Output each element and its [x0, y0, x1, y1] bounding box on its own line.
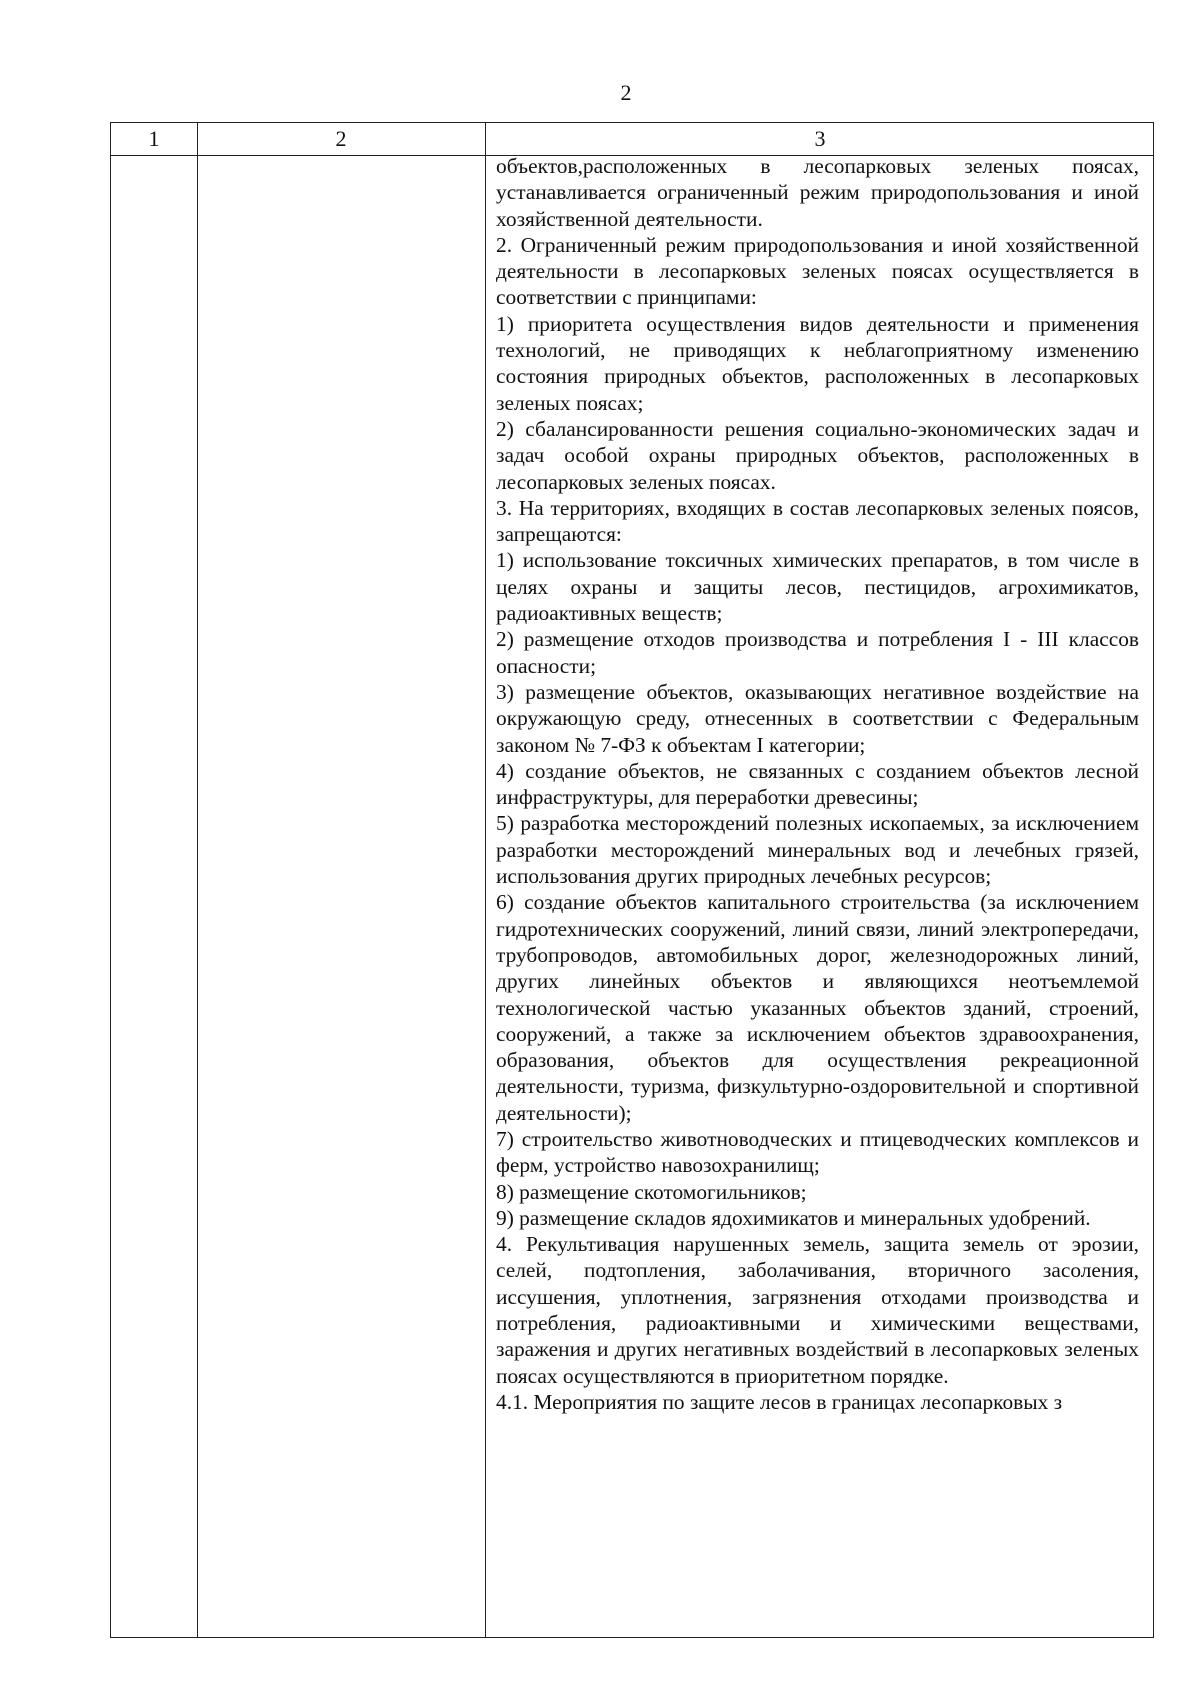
- paragraph: 2) размещение отходов производства и потребления I - III классов опасности;: [496, 627, 1139, 678]
- paragraph: 2) сбалансированности решения социально-экономических задач и задач особой охраны природных объектов, расположенных в лесопарковых зеленых поясах.: [496, 416, 1139, 494]
- paragraph: 1) приоритета осуществления видов деятельности и применения технологий, не приводящих к неблагоприятному изменению состояния природных объектов, расположенных в лесопарковых зеленых поясах;: [496, 311, 1139, 415]
- header-cell-2: 2: [335, 126, 347, 151]
- header-cell-3: 3: [814, 126, 826, 151]
- document-table: [110, 122, 1154, 1638]
- paragraph: 8) размещение скотомогильников;: [496, 1179, 807, 1204]
- paragraph: 9) размещение складов ядохимикатов и минеральных удобрений.: [496, 1205, 1091, 1230]
- column-divider-2: [485, 123, 486, 1637]
- paragraph: 2. Ограниченный режим природопользования и иной хозяйственной деятельности в лесопарковых зеленых поясах осуществляется в соответствии с принципами:: [496, 232, 1139, 310]
- paragraph: 3. На территориях, входящих в состав лесопарковых зеленых поясов, запрещаются:: [496, 495, 1139, 547]
- paragraph: 3) размещение объектов, оказывающих негативное воздействие на окружающую среду, отнесенных в соответствии с Федеральным законом № 7-ФЗ к объектам I категории;: [496, 679, 1139, 757]
- header-cell-1: 1: [148, 126, 160, 151]
- column-divider-1: [197, 123, 198, 1637]
- paragraph: 4) создание объектов, не связанных с созданием объектов лесной инфраструктуры, для переработки древесины;: [496, 758, 1139, 810]
- paragraph: 5) разработка месторождений полезных ископаемых, за исключением разработки месторождений минеральных вод и лечебных грязей, использования других природных лечебных ресурсов;: [496, 811, 1139, 889]
- table-header-row: [111, 123, 1153, 156]
- paragraph: 1) использование токсичных химических препаратов, в том числе в целях охраны и защиты лесов, пестицидов, агрохимикатов, радиоактивных веществ;: [496, 548, 1139, 626]
- paragraph: объектов,расположенных в лесопарковых зеленых поясах, устанавливается ограниченный режим природопользования и иной хозяйственной деятельности.: [496, 154, 1139, 231]
- column-3-content: [496, 153, 1139, 1415]
- paragraph: 6) создание объектов капитального строительства (за исключением гидротехнических сооружений, линий связи, линий электропередачи, трубопроводов, автомобильных дорог, железнодорожных линий, других линейных объектов и являющихся неотъемлемой технологической частью указанных объектов зданий, строений, сооружений, а также за исключением объектов здравоохранения, образования, объектов для осуществления рекреационной деятельности, туризма, физкультурно-оздоровительной и спортивной деятельности);: [496, 890, 1139, 1125]
- paragraph: 7) строительство животноводческих и птицеводческих комплексов и ферм, устройство навозохранилищ;: [496, 1126, 1139, 1178]
- page-number: 2: [620, 80, 632, 105]
- paragraph: 4. Рекультивация нарушенных земель, защита земель от эрозии, селей, подтопления, заболачивания, вторичного засоления, иссушения, уплотнения, загрязнения отходами производства и потребления, радиоактивными и химическими веществами, заражения и других негативных воздействий в лесопарковых зеленых поясах осуществляются в приоритетном порядке.: [496, 1232, 1139, 1388]
- paragraph: 4.1. Мероприятия по защите лесов в границах лесопарковых з: [496, 1389, 1063, 1414]
